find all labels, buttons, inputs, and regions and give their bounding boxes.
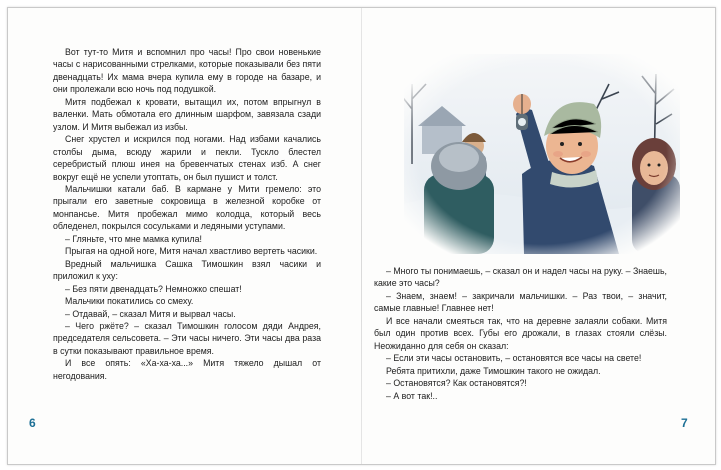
book-spread <box>7 7 716 465</box>
paragraph: И все опять: «Ха-ха-ха...» Митя тяжело дышал от негодования. <box>53 358 321 381</box>
paragraph: Митя подбежал к кровати, вытащил их, потом впрыгнул в валенки. Мать обмотала его длинным шарфом, завязала сзади узлом. И Митя выбежал из избы. <box>53 96 321 132</box>
paragraph: Снег хрустел и искрился под ногами. Над избами качались столбы дыма, всюду жарили и пекли. Тускло блестел серебристый плюш инея на бревенчатых стенах изб. А снег вокруг ещё не успели утоптать, он был пушист и толст. <box>53 134 321 182</box>
paragraph: Вот тут-то Митя и вспомнил про часы! Про свои новенькие часы с нарисованными стрелками, которые показывали без пяти двенадцать! Их мама вчера купила ему в городе на базаре, и они пролежали всю ночь под подушкой. <box>53 47 321 95</box>
page-number: 6 <box>29 416 36 430</box>
paragraph: – А вот так!.. <box>386 390 438 401</box>
paragraph: – Остановятся? Как остановятся?! <box>386 378 527 389</box>
page-number: 7 <box>681 416 688 430</box>
paragraph: – Отдавай, – сказал Митя и вырвал часы. <box>65 308 236 319</box>
paragraph: – Много ты понимаешь, – сказал он и надел часы на руку. – Знаешь, какие это часы? <box>374 266 667 289</box>
left-page <box>8 8 361 464</box>
paragraph: И все начали смеяться так, что на деревне залаяли собаки. Митя был один против всех. Губы его дрожали, в глазах стояли слёзы. Неожиданно для себя он сказал: <box>374 315 667 351</box>
illustration-picture <box>404 54 680 254</box>
paragraph: Прыгая на одной ноге, Митя начал хвастливо вертеть часики. <box>65 246 318 257</box>
right-page-text <box>374 265 667 402</box>
paragraph: – Чего ржёте? – сказал Тимошкин голосом дяди Андрея, председателя сельсовета. – Эти часы ничего. Эти часы два раза в сутки показывают правильное время. <box>53 320 321 356</box>
paragraph: Вредный мальчишка Сашка Тимошкин взял часики и приложил к уху: <box>53 258 321 282</box>
paragraph: – Без пяти двенадцать? Немножко спешат! <box>65 283 242 294</box>
paragraph: Мальчики покатились со смеху. <box>65 296 194 307</box>
left-page-text <box>53 46 321 382</box>
right-page <box>362 8 715 464</box>
paragraph: – Знаем, знаем! – закричали мальчишки. – Раз твои, – значит, самые главные! Главнее нет! <box>374 290 667 314</box>
paragraph: Ребята притихли, даже Тимошкин такого не ожидал. <box>386 365 601 376</box>
boy-holding-watch-illustration <box>404 54 680 254</box>
paragraph: Мальчишки катали баб. В кармане у Мити гремело: это прыгали его заветные сокровища в железной коробке от монпансье. Митя пробежал мимо колодца, который весь обледенел, покрылся сосульками и ледяными уступами. <box>53 183 321 232</box>
paragraph: – Гляньте, что мне мамка купила! <box>65 233 202 244</box>
paragraph: – Если эти часы остановить, – остановятся все часы на свете! <box>386 353 642 364</box>
